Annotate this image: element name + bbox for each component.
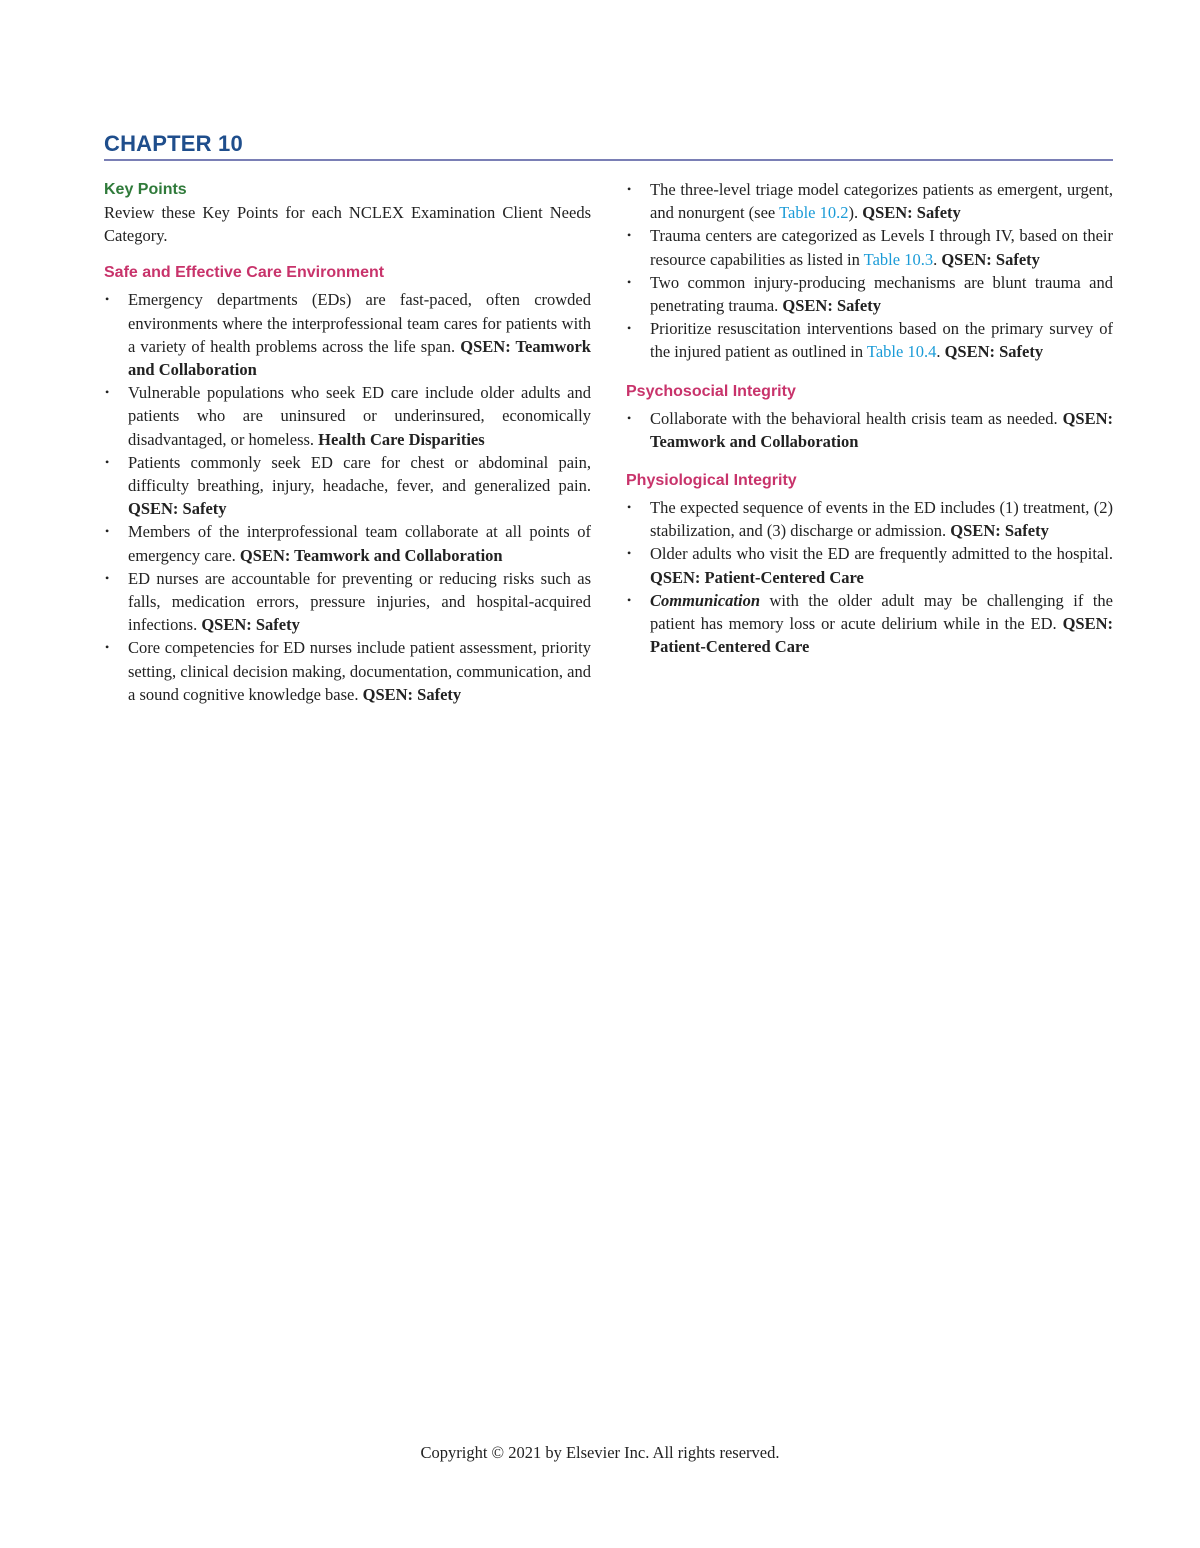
table-link[interactable]: Table 10.4: [866, 342, 937, 362]
bullet-icon: •: [627, 228, 632, 243]
list-item: • Communication with the older adult may be challenging if the patient has memory loss or acute delirium while in the ED. QSEN: Patient-Centered Care: [627, 590, 1113, 657]
qsen-tag: QSEN: Safety: [201, 615, 300, 635]
bullet-icon: •: [105, 524, 110, 539]
qsen-tag: QSEN: Safety: [128, 499, 227, 519]
list-item: • The expected sequence of events in the ED includes (1) treatment, (2) stabilization, and (3) discharge or admission. QSEN: Safety: [627, 498, 1113, 541]
key-points-heading: Key Points: [104, 181, 187, 198]
qsen-tag: QSEN: Teamwork and Collaboration: [128, 336, 591, 380]
right-column: [626, 178, 1113, 658]
list-item: • Core competencies for ED nurses include patient assessment, priority setting, clinical decision making, documentation, communication, and a sound cognitive knowledge base. QSEN: Safety: [105, 638, 591, 704]
bullet-icon: •: [105, 640, 110, 655]
physiological-heading: Physiological Integrity: [626, 472, 797, 490]
list-item: • Emergency departments (EDs) are fast-paced, often crowded environments where the interprofessional team cares for patients with a variety of health problems across the life span. QSEN: Teamwork and Collaboration: [105, 290, 591, 380]
section-spacer: [626, 453, 1113, 469]
bullet-icon: •: [627, 592, 632, 607]
chapter-title: CHAPTER 10: [104, 131, 243, 156]
bullet-icon: •: [627, 182, 632, 196]
qsen-tag: QSEN: Patient-Centered Care: [650, 614, 1113, 657]
bullet-icon: •: [627, 321, 632, 336]
list-item: • Trauma centers are categorized as Levels I through IV, based on their resource capabilities as listed in Table 10.3. QSEN: Safety: [627, 226, 1113, 269]
bullet-icon: •: [627, 410, 632, 425]
psychosocial-list: [626, 407, 1113, 453]
list-item: • Prioritize resuscitation interventions based on the primary survey of the injured patient as outlined in Table 10.4. QSEN: Safety: [627, 319, 1113, 362]
bullet-icon: •: [105, 570, 110, 585]
qsen-tag: QSEN: Safety: [944, 342, 1044, 362]
qsen-tag: QSEN: Teamwork and Collaboration: [650, 408, 1113, 451]
list-item: • Collaborate with the behavioral health crisis team as needed. QSEN: Teamwork and Collaboration: [627, 408, 1113, 451]
list-item: • Vulnerable populations who seek ED care include older adults and patients who are uninsured or underinsured, economically disadvantaged, or homeless. Health Care Disparities: [105, 383, 591, 449]
chapter-divider: [104, 159, 1113, 161]
list-item: • Two common injury-producing mechanisms are blunt trauma and penetrating trauma. QSEN: Safety: [627, 272, 1113, 316]
list-item: • The three-level triage model categorizes patients as emergent, urgent, and nonurgent (see Table 10.2). QSEN: Safety: [627, 180, 1113, 223]
bullet-icon: •: [627, 500, 632, 515]
key-points-intro: Review these Key Points for each NCLEX Examination Client Needs Category.: [104, 203, 591, 246]
qsen-tag: QSEN: Safety: [862, 203, 961, 223]
psychosocial-heading: Psychosocial Integrity: [626, 382, 796, 400]
physiological-list: [626, 496, 1113, 658]
qsen-tag: QSEN: Safety: [941, 249, 1040, 269]
qsen-tag: Health Care Disparities: [318, 429, 485, 449]
bullet-icon: •: [105, 292, 110, 307]
bullet-icon: •: [627, 274, 632, 289]
qsen-tag: QSEN: Safety: [782, 296, 881, 316]
qsen-tag: QSEN: Safety: [362, 684, 462, 704]
left-column: [104, 178, 591, 706]
list-item: • ED nurses are accountable for preventing or reducing risks such as falls, medication errors, pressure injuries, and hospital-acquired infections. QSEN: Safety: [105, 568, 591, 635]
qsen-tag: QSEN: Teamwork and Collaboration: [239, 545, 503, 565]
copyright-notice: Copyright © 2021 by Elsevier Inc. All rights reserved.: [420, 1443, 780, 1462]
safe-care-list: [104, 288, 591, 706]
table-link[interactable]: Table 10.3: [863, 249, 934, 269]
safe-care-heading: Safe and Effective Care Environment: [104, 264, 385, 282]
list-item: • Older adults who visit the ED are frequently admitted to the hospital. QSEN: Patient-Centered Care: [627, 544, 1113, 587]
bullet-icon: •: [105, 385, 110, 400]
section-spacer: [626, 364, 1113, 380]
safe-care-list-continued: [626, 178, 1113, 364]
list-item: • Patients commonly seek ED care for chest or abdominal pain, difficulty breathing, injury, headache, fever, and generalized pain. QSEN: Safety: [105, 452, 591, 519]
qsen-tag: QSEN: Patient-Centered Care: [650, 567, 864, 587]
bullet-icon: •: [627, 546, 632, 561]
emphasis-term: Communication: [650, 590, 761, 610]
bullet-icon: •: [105, 454, 110, 469]
table-link[interactable]: Table 10.2: [779, 203, 849, 223]
list-item: • Members of the interprofessional team collaborate at all points of emergency care. QSEN: Teamwork and Collaboration: [105, 522, 591, 565]
qsen-tag: QSEN: Safety: [950, 521, 1049, 541]
